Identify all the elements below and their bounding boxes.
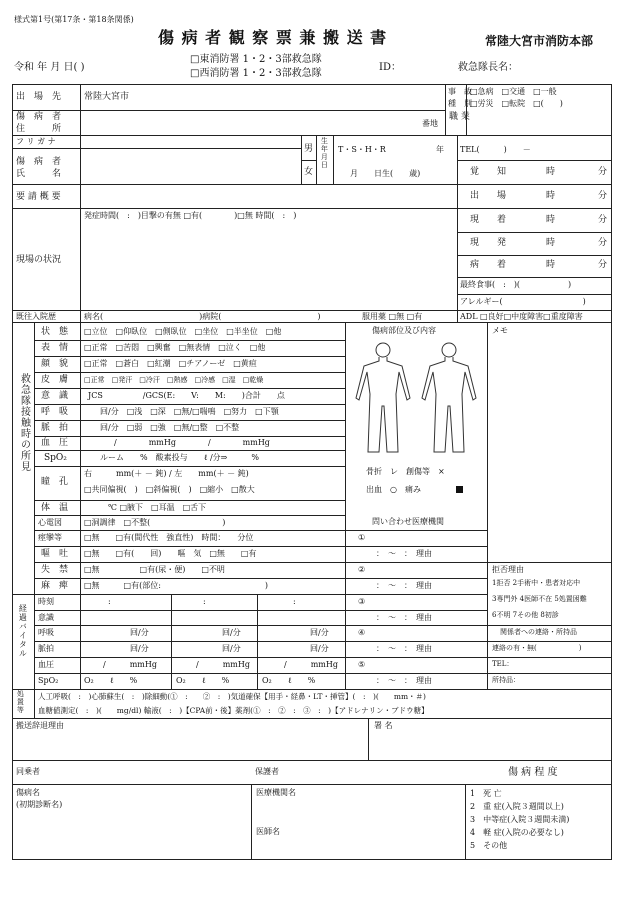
signature-label: 署 名 — [374, 721, 393, 730]
address-label-1: 傷 病 者 — [16, 112, 62, 122]
vital-bp-1[interactable]: / mmHg — [103, 660, 157, 669]
time-dispatch-label: 出 場 — [470, 191, 507, 201]
obs-incontinence-field[interactable]: □無 □有(尿・便) □不明 — [84, 565, 225, 574]
last-meal-field[interactable]: 最終食事( : )( ) — [460, 280, 572, 289]
obs-ecg-field[interactable]: □洞調律 □不整( ) — [84, 518, 226, 527]
obs-consciousness-label: 意 識 — [41, 391, 69, 401]
pain-mark-icon — [456, 486, 463, 495]
obs-breathing-label: 呼 吸 — [41, 407, 69, 417]
vital-pulse-1[interactable]: 回/分 — [130, 644, 149, 653]
obs-expression-options[interactable]: □正常 □苦悶 □興奮 □無表情 □泣く □他 — [84, 343, 266, 352]
inquiry-time-5[interactable]: ： ～ ： 理由 — [376, 676, 432, 685]
time-arrival-hour[interactable]: 時 — [546, 215, 556, 225]
obs-paralysis-field[interactable]: □無 □有(部位: ) — [84, 581, 269, 590]
inquiry-time-3[interactable]: ： ～ ： 理由 — [376, 613, 432, 622]
body-diagram-title: 傷病部位及び内容 — [372, 326, 436, 335]
obs-paralysis-label: 麻 痺 — [41, 581, 69, 591]
medication-field[interactable]: 服用薬 □無 □有 — [362, 312, 423, 321]
form-number: 様式第1号(第17条・第18条関係) — [14, 15, 134, 24]
vital-breathing-3[interactable]: 回/分 — [310, 628, 329, 637]
history-field[interactable]: 病名( )病院( ) — [84, 312, 321, 321]
obs-posture-label: 状 態 — [41, 327, 69, 337]
treatment-line-2[interactable]: 血糖値測定( : )( mg/dl) 輸液( : )【CPA前・後】薬剤(① : ② : ③ : )【アドレナリン・ブドウ糖】 — [38, 706, 429, 715]
obs-spo2-field[interactable]: ルーム % 酸素投与 ℓ /分⇒ % — [100, 453, 259, 462]
obs-bp-label: 血 圧 — [41, 438, 69, 448]
east-station-option[interactable]: □東消防署 1・2・3部救急隊 — [190, 54, 322, 65]
page-title: 傷 病 者 観 察 票 兼 搬 送 書 — [158, 28, 388, 47]
vital-time-label: 時刻 — [38, 597, 54, 606]
severity-option-3[interactable]: 3 中等症(入院３週間未満) — [470, 815, 570, 824]
time-dispatch-min[interactable]: 分 — [598, 191, 608, 201]
body-legend-1: 骨折 レ 創傷等 × — [366, 467, 445, 476]
vital-consciousness-label: 意識 — [38, 613, 54, 622]
inquiry-time-1[interactable]: ： ～ ： 理由 — [376, 549, 432, 558]
vitals-side-label: 経過バイタル — [18, 604, 28, 658]
doctor-name-label: 医師名 — [256, 827, 280, 836]
memo-label: メモ — [492, 326, 508, 335]
vital-breathing-2[interactable]: 回/分 — [222, 628, 241, 637]
diagnosis-sublabel: (初期診断名) — [16, 800, 63, 809]
time-hospital-min[interactable]: 分 — [598, 260, 608, 270]
body-legend-2: 出血 ○ 痛み — [366, 485, 421, 494]
vital-breathing-label: 呼吸 — [38, 628, 54, 637]
name-label-2: 氏 名 — [16, 169, 62, 179]
sex-male-option[interactable]: 男 — [304, 144, 314, 154]
refusal-line-3[interactable]: 6不明 7その他 8初診 — [492, 611, 559, 619]
obs-spo2-label: SpO₂ — [44, 453, 67, 463]
incident-options-1[interactable]: □急病 □交通 □一般 — [470, 87, 557, 96]
obs-vomit-label: 嘔 吐 — [41, 549, 69, 559]
obs-incontinence-label: 失 禁 — [41, 565, 69, 575]
inquiry-item-5[interactable]: ⑤ — [358, 660, 366, 669]
body-diagram[interactable] — [350, 340, 482, 458]
inquiry-item-1[interactable]: ① — [358, 533, 366, 542]
time-arrival-min[interactable]: 分 — [598, 215, 608, 225]
time-arrival-label: 現 着 — [470, 215, 507, 225]
tel-field[interactable]: TEL( ) － — [460, 145, 531, 154]
vital-spo2-3[interactable]: O₂ ℓ % — [262, 676, 316, 685]
diagnosis-label: 傷病名 — [16, 788, 40, 797]
adl-field[interactable]: ADL □良好□中度障害□重度障害 — [460, 312, 583, 321]
obs-vomit-field[interactable]: □無 □有( 回) 嘔 気 □無 □有 — [84, 549, 257, 558]
severity-option-2[interactable]: 2 重 症(入院３週間以上) — [470, 802, 564, 811]
birth-era[interactable]: T・S・H・R — [338, 145, 386, 154]
incident-options-2[interactable]: □労災 □転院 □( ) — [470, 99, 563, 108]
dispatch-label: 出 場 先 — [16, 92, 62, 102]
dispatch-value[interactable]: 常陸大宮市 — [84, 92, 130, 102]
west-station-option[interactable]: □西消防署 1・2・3部救急隊 — [190, 68, 322, 79]
obs-pulse-label: 脈 拍 — [41, 423, 69, 433]
vital-bp-label: 血圧 — [38, 660, 54, 669]
vital-spo2-2[interactable]: O₂ ℓ % — [176, 676, 230, 685]
observation-side-label: 救急隊接触時の所見 — [18, 373, 30, 472]
severity-option-5[interactable]: 5 その他 — [470, 841, 508, 850]
banchi-label: 番地 — [422, 119, 438, 128]
vital-bp-3[interactable]: / mmHg — [284, 660, 338, 669]
captain-label: 救急隊長名： — [458, 62, 518, 73]
obs-pupil-size[interactable]: 右 mm(＋ － 鈍) / 左 mm(＋ － 鈍) — [84, 469, 249, 478]
birth-month-day[interactable]: 月 日生( 歳) — [350, 169, 421, 178]
request-summary-label: 要 請 概 要 — [16, 192, 61, 202]
guardian-label: 保護者 — [255, 767, 279, 776]
time-hospital-hour[interactable]: 時 — [546, 260, 556, 270]
onset-field[interactable]: 発症時間( : )目撃の有無 □有( )□無 時間( : ) — [84, 211, 297, 220]
time-aware-label: 覚 知 — [470, 167, 507, 177]
birth-year-label: 年 — [436, 145, 444, 154]
treatment-side-label: 処置等 — [16, 690, 25, 714]
time-depart-hour[interactable]: 時 — [546, 238, 556, 248]
inquiry-time-2[interactable]: ： ～ ： 理由 — [376, 581, 432, 590]
job-label: 職 業 — [449, 112, 470, 122]
name-label-1: 傷 病 者 — [16, 157, 62, 167]
severity-option-4[interactable]: 4 軽 症(入院の必要なし) — [470, 828, 564, 837]
vital-spo2-1[interactable]: O₂ ℓ % — [84, 676, 138, 685]
time-depart-label: 現 発 — [470, 238, 507, 248]
inquiry-time-4[interactable]: ： ～ ： 理由 — [376, 644, 432, 653]
incident-label-1: 事 故 — [448, 87, 472, 96]
birth-label: 生年月日 — [320, 137, 329, 169]
obs-consciousness-field[interactable]: JCS /GCS(E: V: M: )合計 点 — [88, 391, 285, 400]
treatment-line-1[interactable]: 人工呼吸( : )心肺蘇生( : )除細動(① : ② : )気道確保【用手・経鼻・LT・挿管】( : )( mm・＃) — [38, 692, 426, 701]
obs-temp-field[interactable]: ℃ □腋下 □耳温 □舌下 — [84, 503, 207, 512]
obs-bp-field[interactable]: / mmHg / mmHg — [90, 438, 270, 447]
time-dispatch-hour[interactable]: 時 — [546, 191, 556, 201]
hospital-name-label: 医療機関名 — [256, 788, 296, 797]
inquiry-item-4[interactable]: ④ — [358, 628, 366, 637]
address-label-2: 住 所 — [16, 124, 62, 134]
obs-seizure-field[interactable]: □無 □有(間代性 強直性) 時間： 分位 — [84, 533, 254, 542]
obs-posture-options[interactable]: □立位 □仰臥位 □側臥位 □坐位 □半坐位 □他 — [84, 327, 282, 336]
contact-line-1[interactable]: 連絡の有・無( ) — [492, 644, 582, 652]
vital-pulse-2[interactable]: 回/分 — [222, 644, 241, 653]
vital-time-1[interactable]: : — [108, 597, 111, 606]
sex-female-option[interactable]: 女 — [304, 167, 314, 177]
contact-title: 関係者への連絡・所持品 — [500, 628, 577, 636]
obs-skin-options[interactable]: □正常 □発汗 □冷汗 □熱感 □冷感 □湿 □乾燥 — [84, 376, 264, 384]
inquiry-item-3[interactable]: ③ — [358, 597, 366, 606]
contact-tel[interactable]: TEL： — [492, 660, 514, 668]
vital-pulse-label: 脈拍 — [38, 644, 54, 653]
fire-hq-name: 常陸大宮市消防本部 — [485, 34, 594, 48]
obs-breathing-field[interactable]: 回/分 □浅 □深 □無/□喘鳴 □努力 □下顎 — [84, 407, 279, 416]
id-label: ID： — [379, 62, 401, 73]
obs-seizure-label: 痙攣等 — [38, 533, 62, 542]
obs-expression-label: 表 情 — [41, 343, 69, 353]
obs-pupil-label: 瞳 孔 — [41, 477, 69, 487]
vital-time-3[interactable]: : — [293, 597, 296, 606]
furigana-label: フ リ ガ ナ — [16, 137, 56, 146]
severity-option-1[interactable]: 1 死 亡 — [470, 789, 502, 798]
scene-label: 現場の状況 — [16, 255, 62, 265]
history-label: 既往入院歴 — [16, 312, 56, 321]
inquiry-item-2[interactable]: ② — [358, 565, 366, 574]
severity-title: 傷 病 程 度 — [508, 767, 558, 778]
vital-time-2[interactable]: : — [203, 597, 206, 606]
refusal-reason-label: 搬送辞退理由 — [16, 721, 64, 730]
time-aware-min[interactable]: 分 — [598, 167, 608, 177]
refusal-title: 拒否理由 — [492, 565, 524, 574]
obs-skin-label: 皮 膚 — [41, 375, 69, 385]
obs-pupil-deviation[interactable]: □共同偏視( ) □斜偏視( ) □縮小 □散大 — [84, 485, 255, 494]
refusal-line-2[interactable]: 3専門外 4医師不在 5処置困難 — [492, 595, 587, 603]
vital-breathing-1[interactable]: 回/分 — [130, 628, 149, 637]
obs-pulse-field[interactable]: 回/分 □弱 □強 □無/□整 □不整 — [84, 423, 240, 432]
incident-label-2: 種 別 — [448, 99, 472, 108]
report-date[interactable]: 令和 年 月 日( ) — [14, 62, 85, 73]
time-aware-hour[interactable]: 時 — [546, 167, 556, 177]
contact-belongings[interactable]: 所持品： — [492, 676, 520, 684]
time-depart-min[interactable]: 分 — [598, 238, 608, 248]
vital-bp-2[interactable]: / mmHg — [196, 660, 250, 669]
companion-label: 同乗者 — [16, 767, 40, 776]
obs-face-label: 顔 貌 — [41, 359, 69, 369]
allergy-field[interactable]: アレルギー( ) — [460, 297, 586, 306]
refusal-line-1[interactable]: 1拒否 2手術中・患者対応中 — [492, 579, 581, 587]
vital-pulse-3[interactable]: 回/分 — [310, 644, 329, 653]
obs-ecg-label: 心電図 — [38, 518, 62, 527]
obs-temp-label: 体 温 — [41, 503, 69, 513]
inquiry-title: 問い合わせ医療機関 — [372, 517, 444, 526]
vital-spo2-label: SpO₂ — [38, 676, 59, 685]
obs-face-options[interactable]: □正常 □蒼白 □紅潮 □チアノーゼ □黄疸 — [84, 359, 257, 368]
time-hospital-label: 病 着 — [470, 260, 507, 270]
